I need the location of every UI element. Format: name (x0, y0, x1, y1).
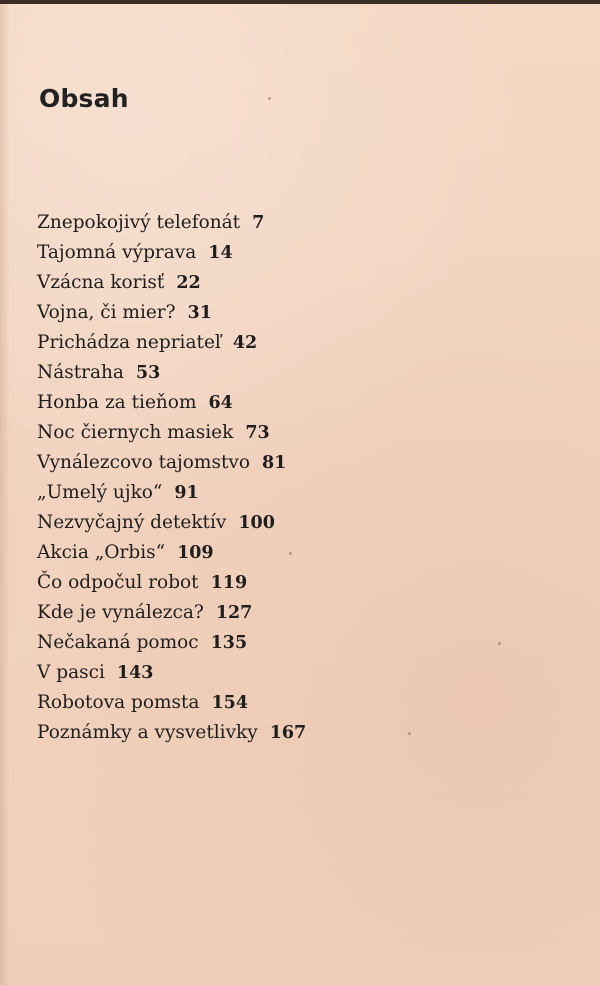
toc-entry (37, 388, 306, 418)
paper-speck (268, 97, 271, 100)
toc-entry-page: 64 (208, 393, 233, 413)
toc-entry-page: 42 (232, 333, 258, 353)
toc-entry-title: Nástraha (37, 362, 124, 383)
toc-entry (37, 208, 306, 238)
toc-entry (37, 568, 306, 598)
toc-entry (37, 358, 306, 388)
toc-entry-title: Vynálezcovo tajomstvo (37, 452, 250, 473)
toc-entry-title: Nečakaná pomoc (37, 632, 199, 653)
toc-entry (37, 448, 306, 478)
toc-entry-page: 167 (269, 723, 307, 743)
toc-entry (37, 658, 306, 688)
toc-entry (37, 628, 306, 658)
toc-entry-title: Znepokojivý telefonát (37, 212, 241, 233)
toc-entry-page: 22 (176, 273, 201, 293)
toc-entry (37, 718, 306, 748)
toc-entry-title: Vzácna korisť (37, 272, 165, 293)
toc-entry-page: 100 (238, 513, 275, 533)
toc-entry-page: 81 (262, 453, 287, 473)
page-title: Obsah (39, 84, 129, 113)
toc-entry (37, 598, 306, 628)
paper-speck (498, 642, 501, 645)
toc-entry-title: V pasci (37, 662, 105, 683)
toc-entry (37, 298, 306, 328)
toc-entry-page: 7 (252, 213, 265, 233)
toc-entry-title: Poznámky a vysvetlivky (37, 722, 258, 743)
toc-entry-title: Akcia „Orbis“ (37, 542, 166, 563)
toc-entry-title: Tajomná výprava (37, 242, 197, 263)
toc-entry (37, 508, 306, 538)
toc-entry (37, 538, 306, 568)
toc-entry-page: 109 (177, 543, 214, 563)
toc-entry-page: 143 (116, 663, 154, 683)
toc-entry-page: 135 (210, 633, 248, 653)
toc-entry-page: 119 (210, 573, 248, 593)
toc-entry-title: Nezvyčajný detektív (37, 512, 227, 533)
toc-entry-title: Honba za tieňom (37, 392, 197, 413)
toc-entry-title: „Umelý ujko“ (37, 482, 163, 503)
toc-entry-page: 53 (135, 363, 161, 383)
toc-entry (37, 328, 306, 358)
toc-entry-title: Noc čiernych masiek (37, 422, 234, 443)
toc-entry-page: 73 (245, 423, 270, 443)
toc-entry (37, 478, 306, 508)
toc-entry-title: Robotova pomsta (37, 692, 200, 713)
toc-entry-page: 154 (211, 693, 248, 713)
table-of-contents (37, 208, 306, 748)
toc-entry-page: 127 (215, 603, 253, 623)
toc-entry-title: Vojna, či mier? (37, 302, 176, 323)
toc-entry-page: 14 (208, 243, 233, 263)
toc-entry-title: Kde je vynálezca? (37, 602, 204, 623)
toc-entry-page: 91 (174, 483, 199, 503)
toc-entry (37, 268, 306, 298)
toc-entry (37, 418, 306, 448)
toc-entry-title: Prichádza nepriateľ (37, 332, 221, 353)
toc-entry-page: 31 (187, 303, 212, 323)
toc-entry (37, 238, 306, 268)
toc-entry-title: Čo odpočul robot (37, 572, 199, 593)
toc-entry (37, 688, 306, 718)
paper-speck (408, 732, 411, 735)
